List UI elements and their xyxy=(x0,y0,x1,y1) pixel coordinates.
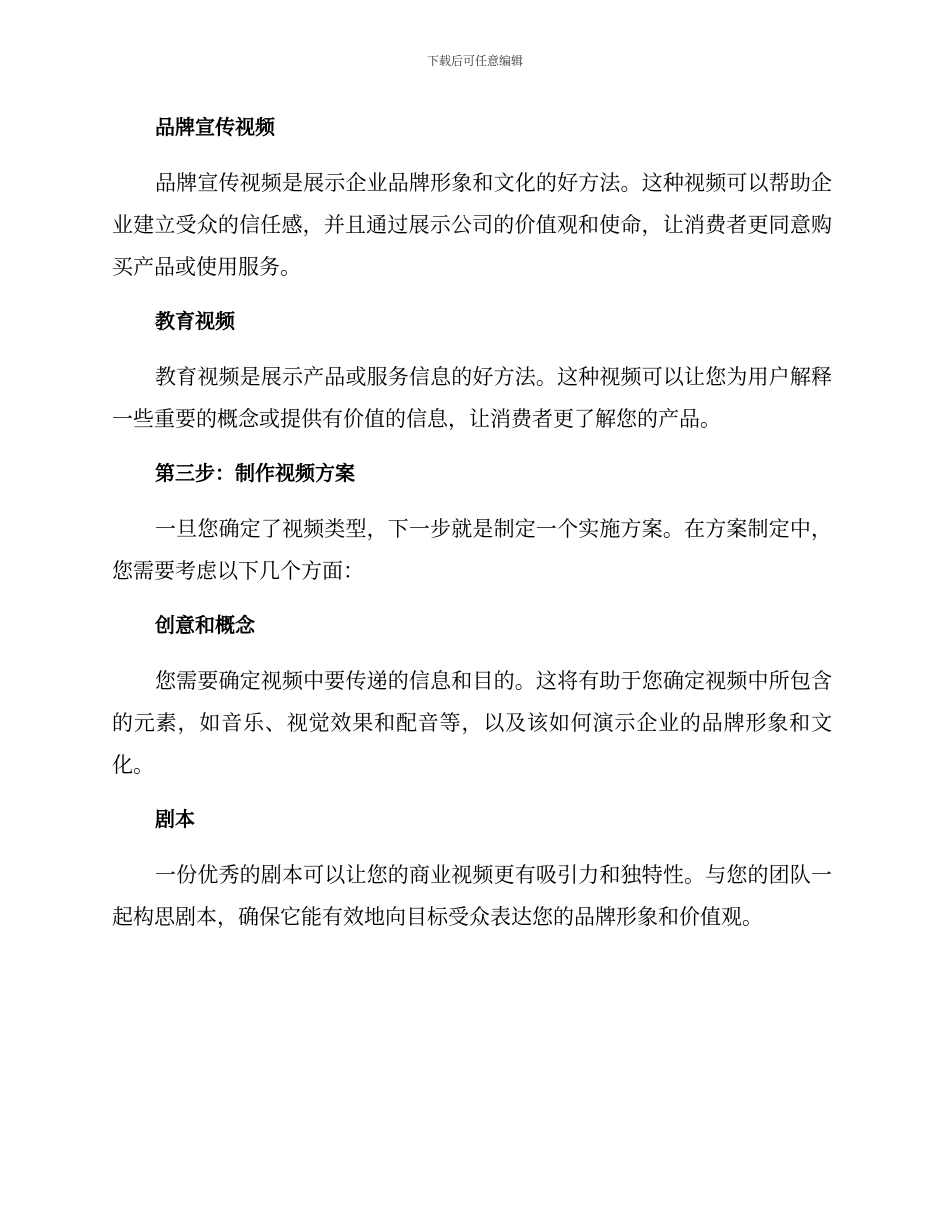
section-heading-education-video: 教育视频 xyxy=(155,309,235,333)
page-header: 下载后可任意编辑 xyxy=(426,54,523,68)
section-paragraph-script: 一份优秀的剧本可以让您的商业视频更有吸引力和独特性。与您的团队一起构思剧本，确保它能有效地向目标受众表达您的品牌形象和价值观。 xyxy=(112,863,832,929)
section-heading-creative-concept: 创意和概念 xyxy=(155,613,255,637)
section-heading-script: 剧本 xyxy=(155,807,195,831)
section-paragraph-education-video: 教育视频是展示产品或服务信息的好方法。这种视频可以让您为用户解释一些重要的概念或提供有价值的信息，让消费者更了解您的产品。 xyxy=(112,365,832,431)
document-body xyxy=(112,108,832,938)
section-heading-brand-video: 品牌宣传视频 xyxy=(155,115,275,139)
section-heading-step-three: 第三步：制作视频方案 xyxy=(155,461,355,485)
section-paragraph-brand-video: 品牌宣传视频是展示企业品牌形象和文化的好方法。这种视频可以帮助企业建立受众的信任感，并且通过展示公司的价值观和使命，让消费者更同意购买产品或使用服务。 xyxy=(112,171,832,279)
section-paragraph-creative-concept: 您需要确定视频中要传递的信息和目的。这将有助于您确定视频中所包含的元素，如音乐、视觉效果和配音等，以及该如何演示企业的品牌形象和文化。 xyxy=(112,669,832,777)
section-paragraph-step-three: 一旦您确定了视频类型，下一步就是制定一个实施方案。在方案制定中，您需要考虑以下几个方面： xyxy=(112,517,832,583)
